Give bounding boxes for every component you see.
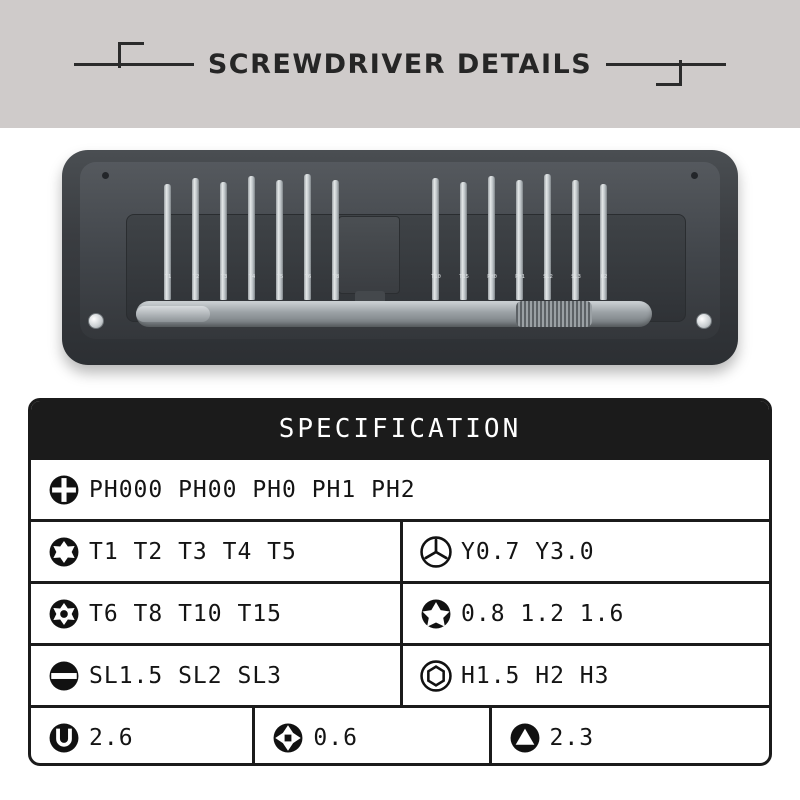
bit-shaft: [432, 178, 439, 300]
case-rivet: [88, 313, 104, 329]
bit-label: SL3: [571, 273, 581, 280]
case-inner-panel: [80, 162, 720, 339]
torx-icon: [47, 535, 81, 569]
bit-shaft: [164, 184, 171, 300]
bit-shaft: [572, 180, 579, 300]
bit-shaft: [460, 182, 467, 300]
bit-label: PH0: [487, 273, 497, 280]
spec-cell: [31, 522, 400, 581]
spec-cell: [489, 708, 769, 766]
case-hinge-dot: [102, 172, 109, 179]
bit-shaft: [276, 180, 283, 300]
bit-label: PH1: [515, 273, 525, 280]
bit-label: T6: [304, 273, 312, 280]
product-photo: [0, 128, 800, 390]
bit-label: T1: [164, 273, 172, 280]
phillips-icon: [47, 473, 81, 507]
spec-row: [31, 457, 769, 519]
handle-knurled-grip: [516, 301, 592, 327]
handle-tip: [136, 306, 210, 322]
hex-icon: [419, 659, 453, 693]
spec-cell-text: T1 T2 T3 T4 T5: [89, 538, 297, 565]
cross-square-icon: [271, 721, 305, 755]
bit-shaft: [332, 180, 339, 300]
spec-cell-text: PH000 PH00 PH0 PH1 PH2: [89, 476, 416, 503]
screwdriver-case: [62, 150, 738, 365]
specification-title: SPECIFICATION: [31, 401, 769, 457]
bit-shaft: [248, 176, 255, 300]
spec-cell-text: 2.6: [89, 724, 134, 751]
bit-label: SL2: [543, 273, 553, 280]
spec-cell-text: 2.3: [549, 724, 595, 751]
bit-label: T10: [431, 273, 441, 280]
screwdriver-handle: [136, 301, 652, 327]
tri-wing-icon: [419, 535, 453, 569]
corner-bracket-bottom-right: [656, 60, 682, 86]
spec-row: [31, 705, 769, 766]
spec-row: [31, 581, 769, 643]
corner-bracket-top-left: [118, 42, 144, 68]
spec-cell-text: 0.8 1.2 1.6: [461, 600, 625, 627]
spec-cell: [31, 646, 400, 705]
bit-shaft: [488, 176, 495, 300]
bit-label: T2: [192, 273, 200, 280]
triangle-icon: [508, 721, 542, 755]
bit-label: T3: [220, 273, 228, 280]
spec-cell: [31, 460, 769, 519]
bit-label: T15: [459, 273, 469, 280]
pentalobe-icon: [419, 597, 453, 631]
page-title: SCREWDRIVER DETAILS: [207, 48, 593, 80]
spec-cell-text: Y0.7 Y3.0: [461, 538, 595, 565]
bit-shaft: [304, 174, 311, 300]
spec-cell: [31, 584, 400, 643]
spec-cell: [400, 646, 769, 705]
torx-security-icon: [47, 597, 81, 631]
spec-cell-text: SL1.5 SL2 SL3: [89, 662, 283, 689]
spec-cell: [31, 708, 252, 766]
bit-label: T8: [332, 273, 340, 280]
specification-table: [28, 398, 772, 766]
spec-cell-text: 0.6: [313, 724, 358, 751]
header-banner: [0, 0, 800, 128]
bit-shaft: [220, 182, 227, 300]
spec-cell: [400, 584, 769, 643]
bit-shaft: [192, 178, 199, 300]
spec-cell-text: H1.5 H2 H3: [461, 662, 610, 689]
spec-cell: [400, 522, 769, 581]
tray-center-divider: [338, 216, 400, 294]
spec-cell: [252, 708, 488, 766]
bit-shaft: [544, 174, 551, 300]
u-shaped-icon: [47, 721, 81, 755]
bit-label: H2: [600, 273, 608, 280]
slotted-icon: [47, 659, 81, 693]
spec-row: [31, 519, 769, 581]
case-rivet: [696, 313, 712, 329]
spec-row: [31, 643, 769, 705]
bit-shaft: [600, 184, 607, 300]
case-hinge-dot: [691, 172, 698, 179]
spec-cell-text: T6 T8 T10 T15: [89, 600, 283, 627]
bit-label: T4: [248, 273, 256, 280]
bit-shaft: [516, 180, 523, 300]
bit-label: T5: [276, 273, 284, 280]
